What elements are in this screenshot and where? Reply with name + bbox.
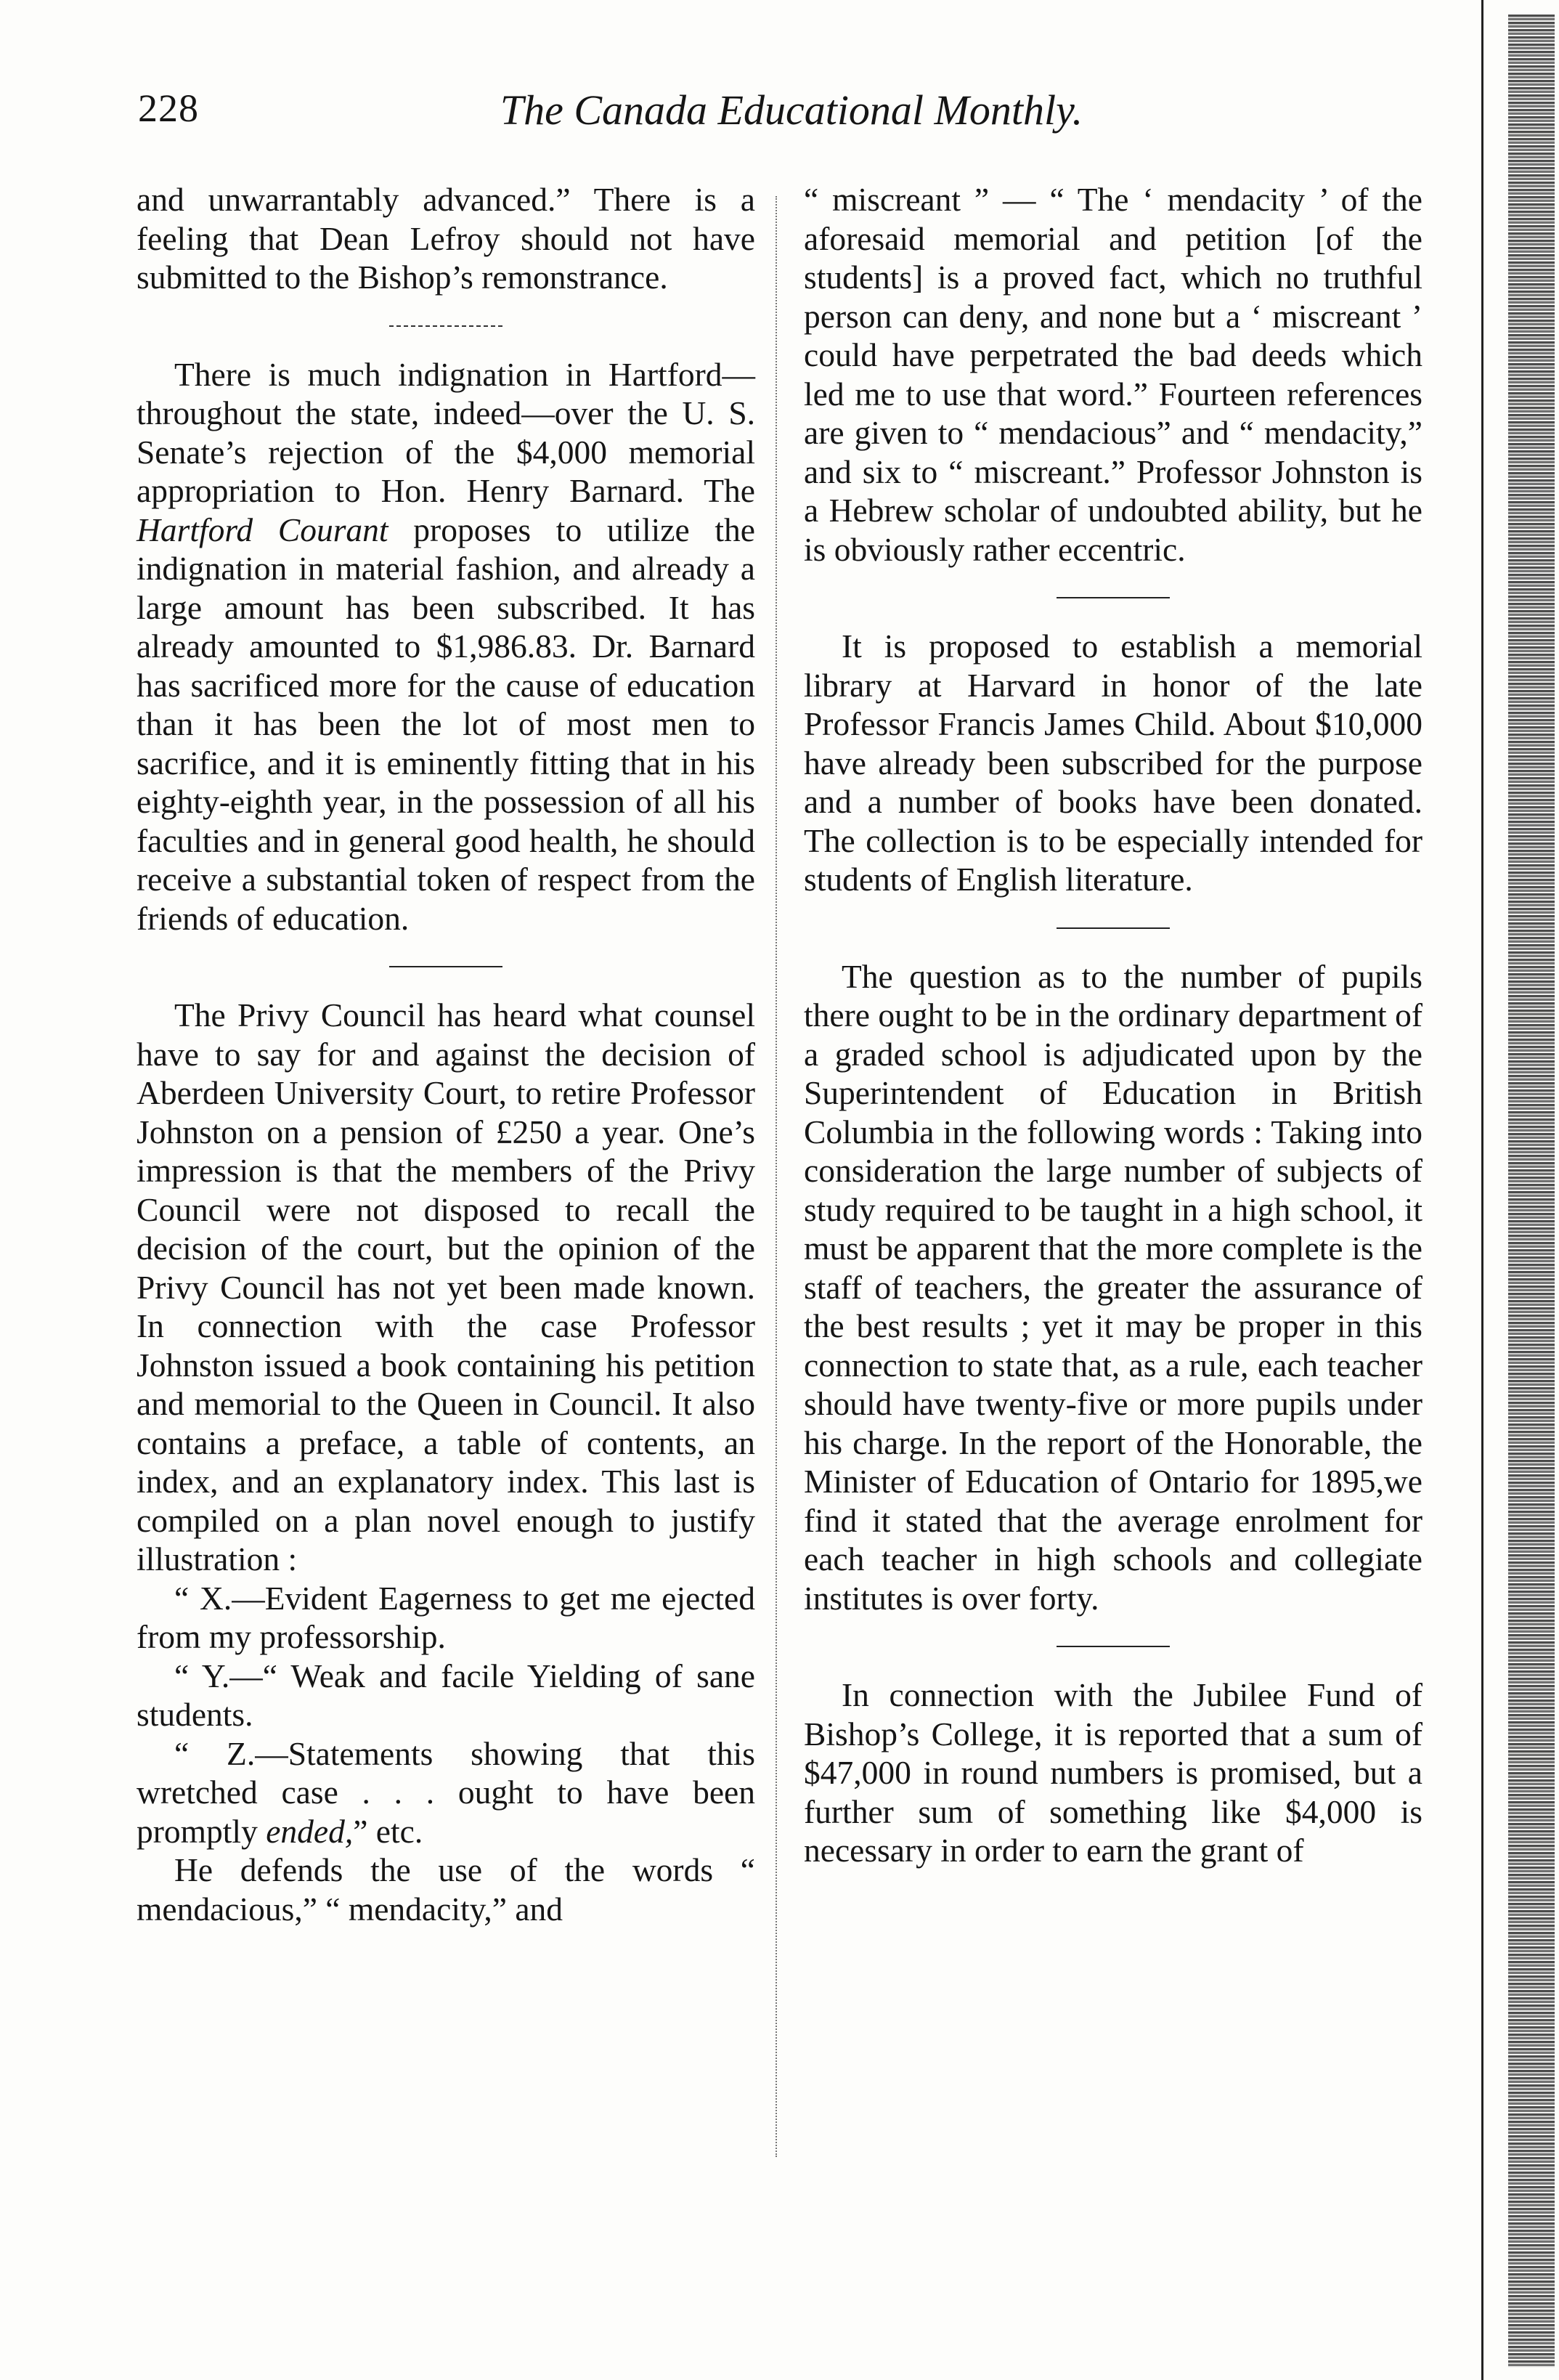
emphasis: ended, bbox=[266, 1812, 354, 1850]
text-run: There is much indignation in Hartford—throughout the state, indeed—over the U. S. Senate’s rejection of the $4,000 memorial appropriation to Hon. Henry Barnard. The bbox=[137, 355, 755, 509]
index-quote-z bbox=[137, 1734, 755, 1851]
paragraph-graded-school: The question as to the number of pupils there ought to be in the ordinary department of a graded school is adjudicated upon by the Superintendent of Education in British Columbia in the following words : Taking into consideration the large number of subjects of study required to be taught in a high school, it must be apparent that the more complete is the staff of teachers, the greater the assurance of the best results ; yet it may be proper in this connection to state that, as a rule, each teacher should have twenty-five or more pupils under his charge. In the report of the Honorable, the Minister of Education of Ontario for 1895,we find it stated that the average enrolment for each teacher in high schools and collegiate institutes is over forty. bbox=[804, 957, 1422, 1617]
index-quote-y: “ Y.—“ Weak and facile Yielding of sane students. bbox=[137, 1657, 755, 1733]
page-header bbox=[138, 86, 1445, 151]
section-separator bbox=[804, 1617, 1422, 1676]
section-separator bbox=[137, 297, 755, 355]
page-number: 228 bbox=[138, 86, 199, 130]
left-column bbox=[137, 180, 755, 1928]
running-title: The Canada Educational Monthly. bbox=[500, 86, 1083, 134]
section-separator bbox=[804, 569, 1422, 627]
paragraph-privy-council: The Privy Council has heard what counsel have to say for and against the decision of Aberdeen University Court, to retire Professor Johnston on a pension of £250 a year. One’s impression is that the members of the Privy Council were not disposed to recall the decision of the court, but the opinion of the Privy Council has not yet been made known. In connection with the case Professor Johnston issued a book containing his petition and memorial to the Queen in Council. It also contains a preface, a table of contents, an index, and an explanatory index. This last is compiled on a plan novel enough to justify illustration : bbox=[137, 996, 755, 1577]
paragraph-barnard bbox=[137, 355, 755, 938]
paragraph-continuation: and unwarrantably advanced.” There is a feeling that Dean Lefroy should not have submitted to the Bishop’s remonstrance. bbox=[137, 181, 755, 296]
paragraph-words: He defends the use of the words “ mendacious,” “ mendacity,” and bbox=[137, 1851, 755, 1928]
section-separator bbox=[137, 938, 755, 996]
page-edge-line bbox=[1481, 0, 1483, 2380]
text-run: ” etc. bbox=[353, 1812, 423, 1850]
right-column bbox=[804, 180, 1422, 1870]
index-quote-x: “ X.—Evident Eagerness to get me ejected from my professorship. bbox=[137, 1579, 755, 1655]
scanned-book-edge bbox=[1508, 15, 1555, 2368]
paragraph-miscreant: “ miscreant ” — “ The ‘ mendacity ’ of the aforesaid memorial and petition [of the students] is a proved fact, which no truthful person can deny, and none but a ‘ miscreant ’ could have perpetrated the bad deeds which led me to use that word.” Fourteen references are given to “ mendacious” and “ mendacity,” and six to “ miscreant.” Professor Johnston is a Hebrew scholar of undoubted ability, but he is obviously rather eccentric. bbox=[804, 181, 1422, 568]
section-separator bbox=[804, 899, 1422, 957]
column-divider bbox=[776, 196, 777, 2157]
paragraph-jubilee-fund: In connection with the Jubilee Fund of Bishop’s College, it is reported that a sum of $47,000 in round numbers is promised, but a further sum of something like $4,000 is necessary in order to earn the grant of bbox=[804, 1676, 1422, 1869]
text-run: proposes to utilize the indignation in material fashion, and already a large amount has been subscribed. It has already amounted to $1,986.83. Dr. Barnard has sacrificed more for the cause of education than it has been the lot of most men to sacrifice, and it is eminently fitting that in his eighty-eighth year, in the possession of all his faculties and in general good health, he should receive a substantial token of respect from the friends of education. bbox=[137, 511, 755, 937]
newspaper-title: Hartford Courant bbox=[137, 511, 388, 548]
text-run: “ Z.—Statements showing that this wretched case . . . ought to have been promptly bbox=[137, 1734, 755, 1850]
paragraph-harvard: It is proposed to establish a memorial library at Harvard in honor of the late Professor Francis James Child. About $10,000 have already been subscribed for the purpose and a number of books have been donated. The collection is to be especially intended for students of English literature. bbox=[804, 628, 1422, 898]
